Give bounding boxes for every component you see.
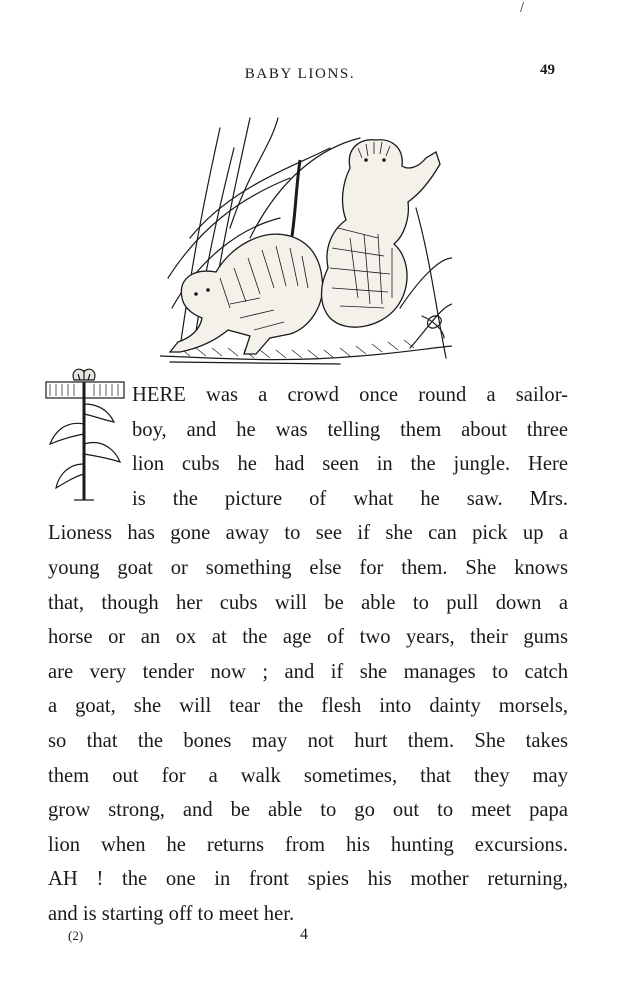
text-line: them out for a walk sometimes, that they may (48, 764, 568, 787)
text-line: a goat, she will tear the flesh into dainty morsels, (48, 695, 568, 718)
lion-cubs-illustration (160, 108, 452, 370)
text-line: young goat or something else for them. She knows (48, 556, 568, 579)
corner-mark: / (520, 0, 525, 14)
text-line: AH ! the one in front spies his mother returning, (48, 868, 568, 891)
text-line: are very tender now ; and if she manages to catch (48, 660, 568, 683)
signature-mark: (2) (68, 928, 84, 943)
text-line: that, though her cubs will be able to pull down a (48, 591, 568, 614)
text-line: and is starting off to meet her. (48, 902, 295, 925)
text-line: boy, and he was telling them about three (132, 418, 568, 441)
text-line: Lioness has gone away to see if she can pick up a (48, 522, 568, 545)
running-head: BABY LIONS. (244, 66, 356, 82)
footer-number: 4 (300, 926, 308, 943)
text-line: HERE was a crowd once round a sailor- (132, 384, 568, 406)
text-line: grow strong, and be able to go out to meet papa (48, 799, 568, 822)
text-line: so that the bones may not hurt them. She takes (48, 729, 568, 752)
text-line: lion cubs he had seen in the jungle. Here (132, 453, 568, 476)
text-line: horse or an ox at the age of two years, their gums (48, 626, 568, 649)
page-number: 49 (540, 62, 555, 78)
body-text (48, 378, 568, 932)
text-line: is the picture of what he saw. Mrs. (132, 487, 568, 510)
text-line: lion when he returns from his hunting excursions. (48, 833, 568, 856)
